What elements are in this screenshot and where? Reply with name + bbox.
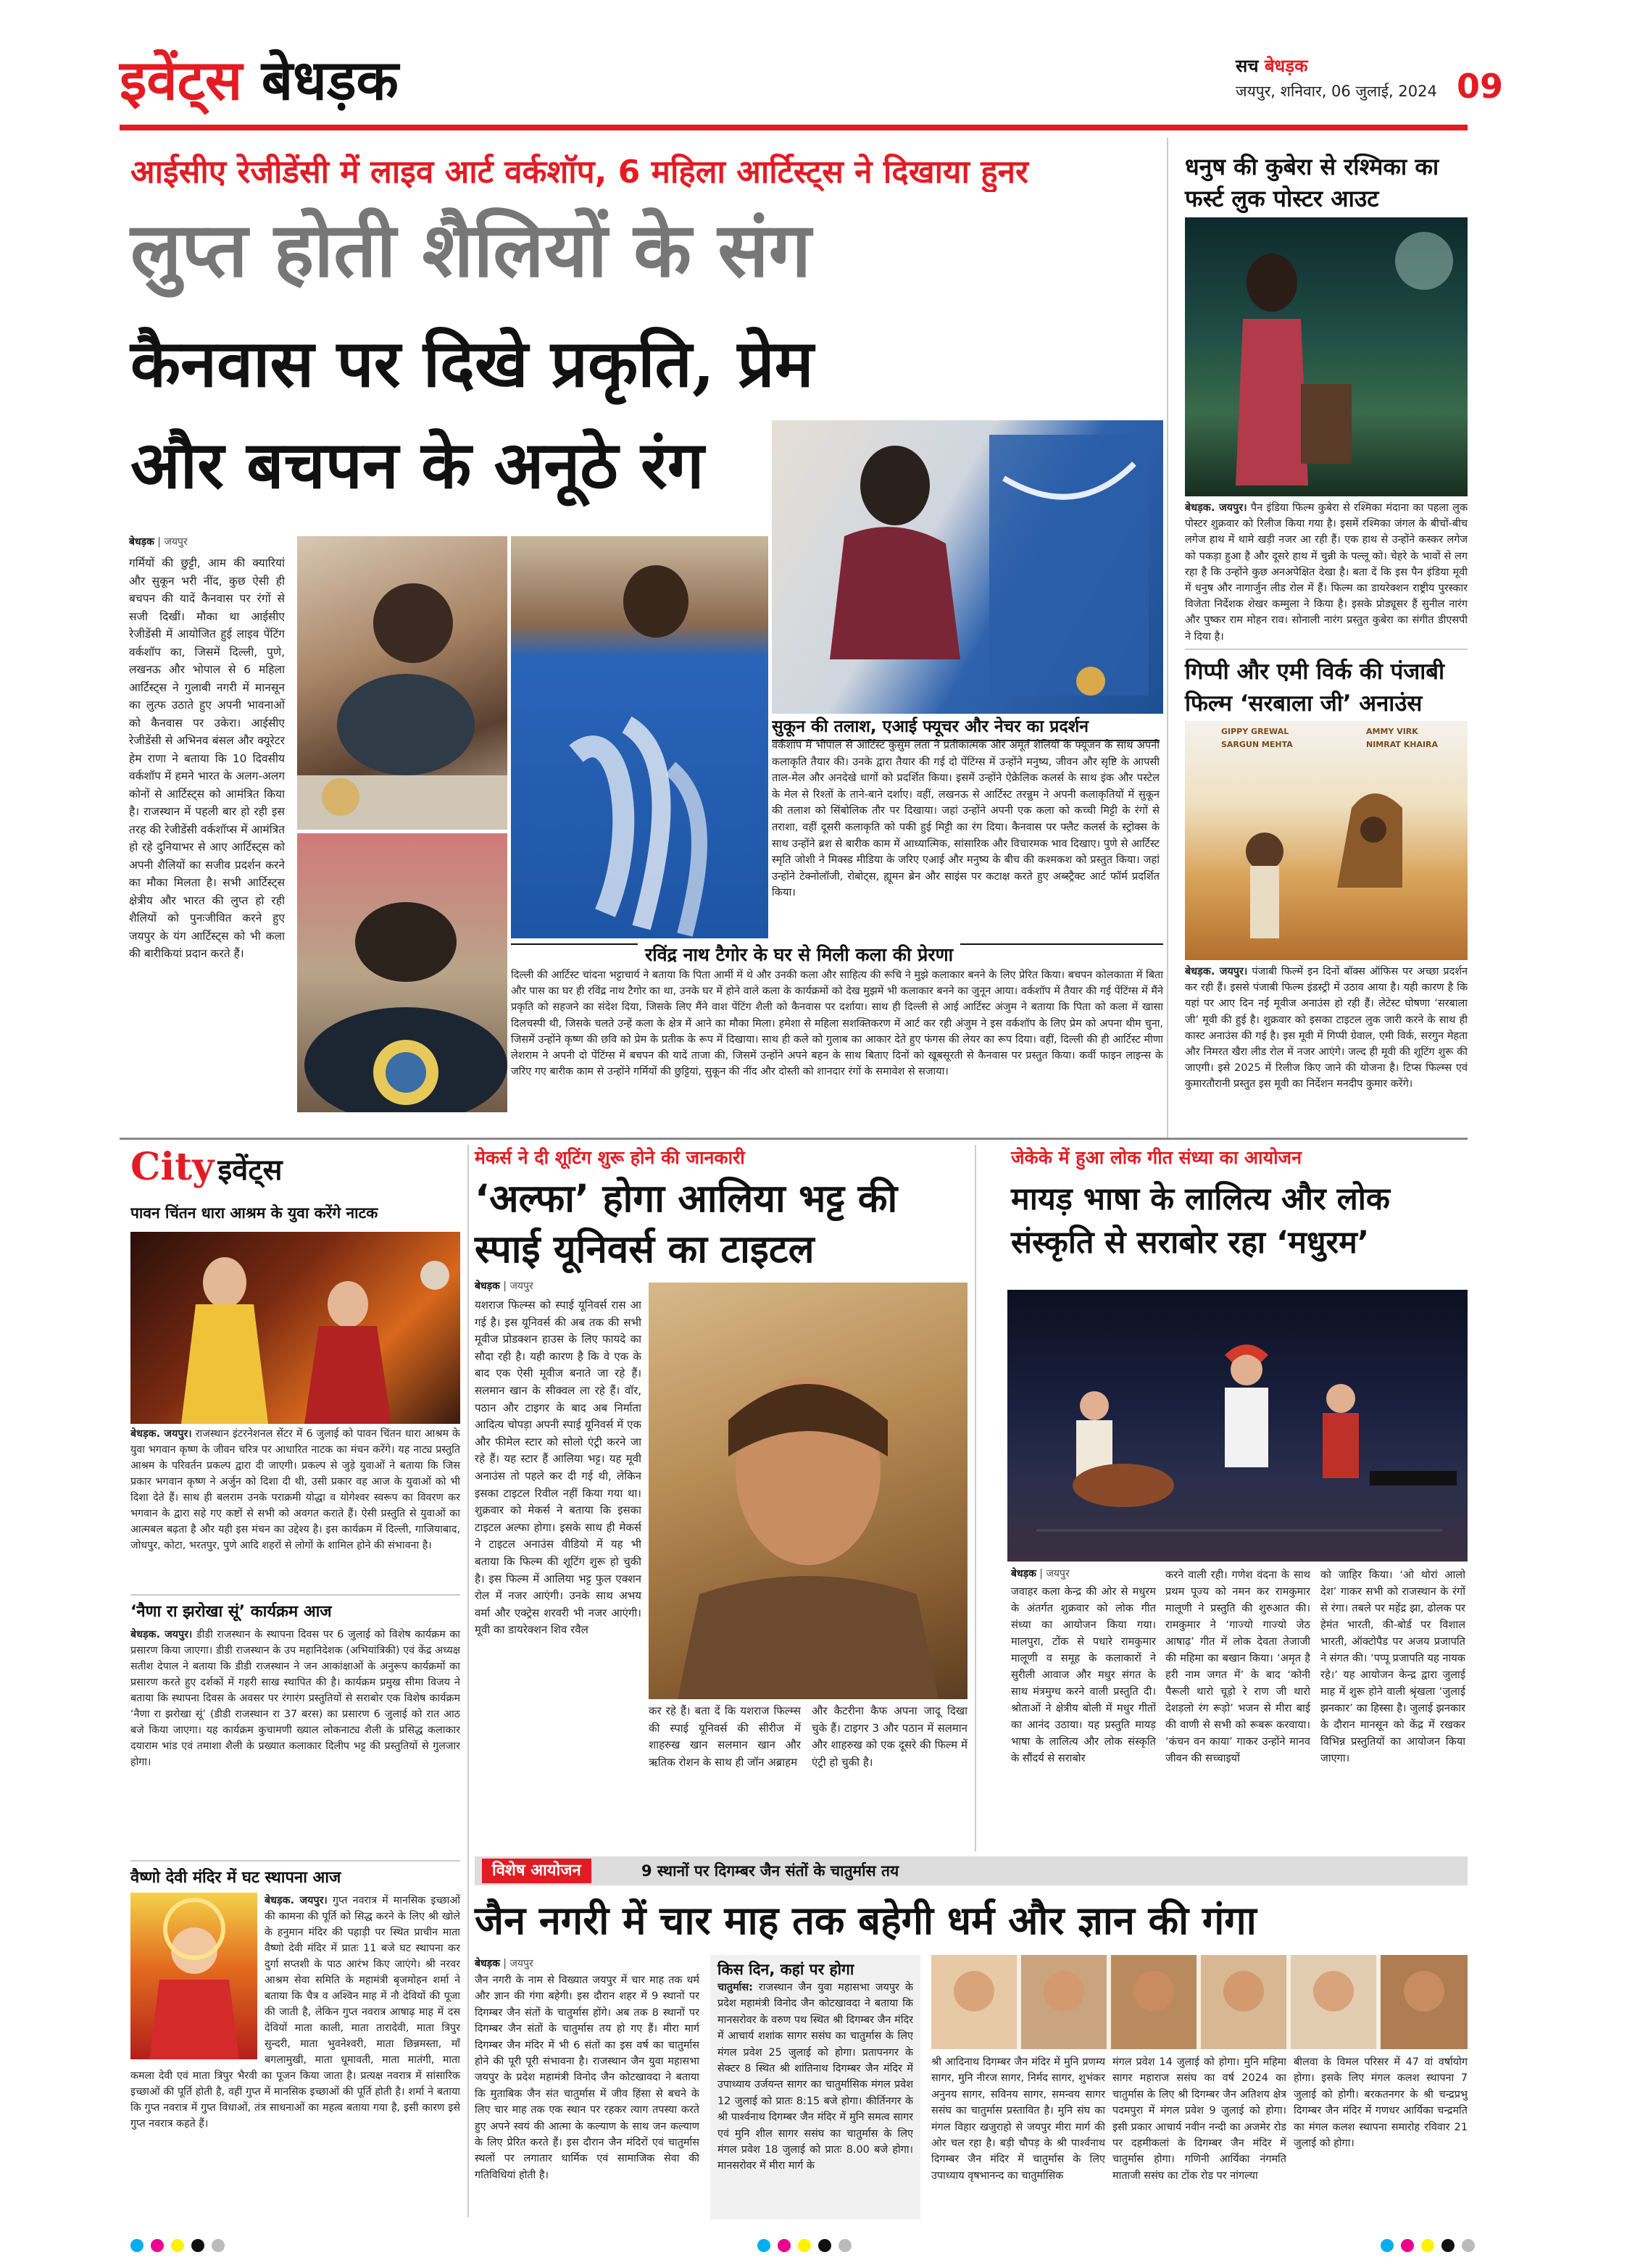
- madhuram-col-2: करने वाली रही। गणेश वंदना के साथ प्रथम पूज्य को नमन कर रामकुमार मालूणी ने प्रस्तुति की शुरुआत की। रामकुमार ने ‘गाज्यो गाज्यो जेठ आषाढ़’ गीत में लोक देवता तेजाजी की महिमा का बखान किया। ‘अमृत है हरी नाम जगत में’ के बाद ‘कोनी पैरूली थारो चूड़ो रे राण जी थारो देशड़लो रंग रूड़ो’ भजन से मीरा बाई की वाणी से सभी को रूबरू करवाया। ‘कंचन वन काया’ गाकर उन्होंने मानव जीवन की सच्चाइयों: [1165, 1569, 1310, 1764]
- jain-box-title: किस दिन, कहां पर होगा: [717, 1961, 854, 1978]
- masthead-bedhadak: बेधड़क: [261, 48, 399, 112]
- blue-painting-photo: [511, 536, 768, 938]
- lead-sub-title: रविंद्र नाथ टैगोर के घर से मिली कला की प्रेरणा: [638, 942, 960, 967]
- jain-col-5: बीलवा के विमल परिसर में 47 वां वर्षायोग होगा। इसके लिए मंगल कलश स्थापना 7 जुलाई को होगी। बरकतनगर के श्री चन्द्रप्रभु दिगम्बर जैन मंदिर में गणधर आर्यिका चन्द्रमति का मंगल कलश स्थापना समारोह रविवार 21 जुलाई को होगा।: [1294, 2056, 1468, 2150]
- jain-col-1: जैन नगरी के नाम से विख्यात जयपुर में चार माह तक धर्म और ज्ञान की गंगा बहेगी। इस दौरान शहर में 9 स्थानों पर दिगम्बर जैन संतों के चातुर्मास होंगे। अब तक 8 स्थानों पर दिगम्बर जैन संतों के चातुर्मास तय हो गए हैं। मीरा मार्ग दिगम्बर जैन मंदिर में भी 6 संतों का इस वर्ष का चातुर्मास होने की पूरी पूरी संभावना है। राजस्थान जैन युवा महासभा जयपुर के प्रदेश महामंत्री विनोद जैन कोटखावदा ने बताया कि मुताबिक जैन संत चातुर्मास में जीव हिंसा से बचने के लिए चार माह तक एक स्थान पर रहकर त्याग तपस्या करते हुए अपने स्वयं की आत्मा के कल्याण के साथ जन कल्याण के लिए प्रेरित करते हैं। इस दौरान जैन मंदिरों एवं चातुर्मास स्थलों पर लगातार धार्मिक एवं सामाजिक सेवा की गतिविधियां होती है।: [475, 1975, 699, 2181]
- madhuram-col-3: को जाहिर किया। ‘ओ थोरां आलो देश’ गाकर सभी को राजस्थान के रंगों से रंगा। तबले पर महेंद्र झा, ढोलक पर हेमंत भारती, की-बोर्ड पर विशाल भारती, ऑक्टोपैड पर अजय प्रजापति ने संगत की। ‘पप्पू प्रजापति यह नायक रहे।’ यह आयोजन केन्द्र द्वारा जुलाई माह में शुरू होने वाली श्रृंखला ‘जुलाई झनकार’ का हिस्सा है। जुलाई झनकार के दौरान मानसून को केंद्र में रखकर विभिन्न प्रस्तुतियों का आयोजन किया जाएगा।: [1320, 1569, 1465, 1764]
- alia-bhatt-photo: [649, 1283, 968, 1699]
- city-s3-title: वैष्णो देवी मंदिर में घट स्थापना आज: [130, 1869, 341, 1887]
- poster-name-2: AMMY VIRK: [1366, 727, 1418, 736]
- jain-box: [710, 1955, 920, 2219]
- lead-body: गर्मियों की छुट्टी, आम की क्यारियां और सुकून भरी नींद, कुछ ऐसी ही बचपन की यादें कैनवास पर रंगों से सजी दिखीं। मौका था आईसीए रेजीडेंसी में आयोजित हुई लाइव पेंटिंग वर्कशॉप का, जिसमें दिल्ली, पुणे, लखनऊ और भोपाल से 6 महिला आर्टिस्ट्स ने गुलाबी नगरी में मानसून का लुत्फ उठाते हुए अपनी भावनाओं को कैनवास पर उकेरा। आईसीए रेजीडेंसी से अभिनव बंसल और क्यूरेटर हेम राणा ने बताया कि 10 दिवसीय वर्कशॉप में हमने भारत के अलग-अलग कोनों से आर्टिस्ट्स को आमंत्रित किया है। राजस्थान में पहली बार हो रही इस तरह की रेजीडेंसी वर्कशॉप्स में आमंत्रित हो रहे दुनियाभर से आए आर्टिस्ट्स को अपनी शैलियों का सजीव प्रदर्शन करने का मौका मिलता है। सभी आर्टिस्ट्स क्षेत्रीय और भारत की लुप्त हो रही शैलियों को पुनःजीवित करने हुए जयपुर के यंग आर्टिस्ट्स को भी कला की बारीकियां प्रदान करते हैं।: [129, 556, 285, 960]
- registration-marks-center: [757, 2239, 859, 2255]
- registration-marks-left: [130, 2239, 232, 2255]
- city-s2-brand: बेधड़क. जयपुर।: [130, 1629, 193, 1640]
- city-logo-events: इवेंट्स: [217, 1154, 283, 1187]
- city-s1-brand: बेधड़क. जयपुर।: [130, 1428, 192, 1440]
- lead-headline-1: लुप्त होती शैलियों के संग: [130, 205, 812, 294]
- city-s1-body: [130, 1426, 460, 1589]
- city-s2-title: ‘नैणा रा झरोखा सूं’ कार्यक्रम आज: [130, 1603, 332, 1621]
- jain-col-3: श्री आदिनाथ दिगम्बर जैन मंदिर में मुनि प्रणम्य सागर, मुनि नीरज सागर, निर्मद सागर, शुभंकर अनुनय सागर, सविनय सागर, समन्वय सागर ससंघ का चातुर्मास प्रस्तावित है। मुनि संघ का मंगल विहार खजुराहो से जयपुर मीरा मार्ग की ओर चल रहा है। बड़ी चौपड़ के श्री पार्श्वनाथ दिगम्बर जैन मंदिर में चातुर्मास के लिए उपाध्याय वृषभानन्द का चातुर्मासिक: [931, 2056, 1105, 2182]
- city-s1-title: पावन चिंतन धारा आश्रम के युवा करेंगे नाटक: [130, 1204, 378, 1222]
- alpha-col-2: कर रहे हैं। बता दें कि यशराज फिल्म्स की स्पाई यूनिवर्स की सीरीज में शाहरुख खान सलमान खान और ऋतिक रोशन के साथ ही जॉन अब्राहम: [649, 1704, 801, 1769]
- jain-byline: बेधड़क | जयपुर: [475, 1958, 533, 1969]
- poster-name-3: SARGUN MEHTA: [1221, 740, 1293, 749]
- jain-box-label: चातुर्मास:: [717, 1982, 753, 1993]
- alpha-col-3: और कैटरीना कैफ अपना जादू दिखा चुके हैं। टाइगर 3 और पठान में सलमान और शाहरुख को एक दूसरे की फिल्म में एंट्री हो चुकी है।: [812, 1704, 968, 1769]
- krishna-play-photo: [130, 1232, 460, 1424]
- right-mid-rule: [1185, 649, 1468, 650]
- alpha-byline: बेधड़क | जयपुर: [475, 1280, 533, 1292]
- jain-monks-photos: [931, 1955, 1468, 2049]
- madhuram-byline: बेधड़क | जयपुर: [1011, 1568, 1070, 1580]
- artist-with-canvas-photo: [772, 420, 1163, 714]
- right-top-brand: बेधड़क. जयपुर।: [1185, 502, 1247, 514]
- right-mid-brand: बेधड़क. जयपुर।: [1185, 966, 1248, 977]
- section-divider: [120, 1138, 1468, 1140]
- city-rule-1: [130, 1594, 460, 1596]
- masthead-rule: [120, 125, 1468, 130]
- city-s3-text: गुप्त नवरात्र में मानसिक इच्छाओं की कामना की पूर्ति को सिद्ध करने के लिए श्री खोले के हनुमान मंदिर की पहाड़ी पर स्थित प्राचीन माता वैष्णो देवी मंदिर में प्रातः 11 बजे घट स्थापना कर दुर्गा सप्तशी के पाठ आरंभ किए जाएंगे। श्री नरवर आश्रम सेवा समिति के महामंत्री बृजमोहन शर्मा ने बताया कि चैत्र व अश्विन माह में नौ देवियों की पूजा की जाती है, लेकिन गुप्त नवरात्र आषाढ़ माह में दस देवियों माता काली, माता तारादेवी, माता त्रिपुर सुन्दरी, माता भुवनेश्वरी, माता छिन्नमस्ता, माँ बगलामुखी, माता धूमावती, माता मातंगी, माता कमला देवी एवं माता त्रिपुर भैरवी का पूजन किया जाता है। प्रत्यक्ष नवरात्र में सांसारिक इच्छाओं की पूर्ति होती है, वहीं गुप्त में मानसिक इच्छाओं की पूर्ति होती है। शर्मा ने बताया कि गुप्त नवरात्र में गुप्त विधाओं, तंत्र साधनाओं का महत्व बताया गया है, इसी कारण इसे गुप्त नवरात्र कहते हैं।: [130, 1895, 460, 2130]
- right-top-body: [1185, 500, 1468, 645]
- masthead-events: इवेंट्स: [120, 48, 243, 112]
- city-logo-city: City: [130, 1145, 215, 1189]
- artist-photo-1: [297, 536, 507, 830]
- city-s3-body: [130, 1893, 460, 2211]
- alpha-headline: ‘अल्फा’ होगा आलिया भट्ट की स्पाई यूनिवर्स का टाइटल: [475, 1177, 898, 1272]
- right-mid-body: [1185, 964, 1468, 1141]
- city-events-logo: [130, 1145, 283, 1189]
- right-mid-text: पंजाबी फिल्में इन दिनों बॉक्स ऑफिस पर अच्छा प्रदर्शन कर रही हैं। इससे पंजाबी फिल्म इंडस्ट्री में उठाव आया है। यही कारण है कि यहां पर आए दिन नई मूवीज अनाउंस हो रही हैं। लेटेस्ट घोषणा ‘सरबाला जी’ मूवी की हुई है। शुक्रवार को इसका टाइटल लुक जारी करने के साथ ही कास्ट अनाउंस की गई है। इस मूवी में गिप्पी ग्रेवाल, एमी विर्क, सरगुन मेहता और निमरत खैरा लीड रोल में नजर आएंगे। जल्द ही मूवी की शूटिंग शुरू की जाएगी। इसे 2025 में रिलीज किए जाने की योजना है। टिप्स फिल्म्स एवं कुमारतौरानी प्रस्तुत इस मूवी का निर्देशन मनदीप कुमार करेंगे।: [1185, 966, 1468, 1091]
- poster-name-1: GIPPY GREWAL: [1221, 727, 1289, 736]
- lead-kicker: आईसीए रेजीडेंसी में लाइव आर्ट वर्कशॉप, 6 महिला आर्टिस्ट्स ने दिखाया हुनर: [130, 154, 1029, 191]
- masthead: [120, 45, 1504, 125]
- sarbala-ji-poster: [1185, 721, 1468, 960]
- city-s2-body: [130, 1627, 460, 1855]
- lead-side-body: वर्कशॉप में भोपाल से आर्टिस्ट कुसुम लता ने प्रतीकात्मक और अमूर्त शैलियों के फ्यूजन के साथ अपनी कलाकृति तैयार की। उनके द्वारा तैयार की गई दो पेंटिंग्स में उन्होंने मनुष्य, जीवन और सृष्टि के आपसी ताल-मेल और अनदेखे धागों को प्रदर्शित किया। इसमें उन्होंने ऐक्रेलिक कलर्स के साथ इंक और पस्टेल के मेल से रिश्तों के ताने-बाने दर्शाए। वहीं, लखनऊ से आर्टिस्ट तरन्नुम ने अपनी कलाकृतियों में सुकून की तलाश को सिंबोलिक तौर पर दिखाया। जहां उन्होंने अपनी एक कला को कच्ची मिट्टी के रंगों से तराशा, वहीं दूसरी कलाकृति को पकी हुई मिट्टी का रंग दिया। कैनवास पर फ्लैट कलर्स के स्ट्रोक्स के साथ उन्होंने ब्रश से बारीक काम में आध्यात्मिक, सांसारिक और विचारमक भाव दिखाए। पुणे से आर्टिस्ट स्मृति जोशी ने मिक्स्ड मीडिया के जरिए एआई और मनुष्य के बीच की कश्मकश को प्रस्तुत किया। जहां उन्होंने टेक्नोलॉजी, रोबोट्स, ह्यूमन ब्रेन और साइंस पर कटाक्ष करते हुए अब्स्ट्रैक्ट आर्ट फॉर्म प्रदर्शित किया।: [772, 739, 1160, 899]
- jain-subtag: 9 स्थानों पर दिगम्बर जैन संतों के चातुर्मास तय: [641, 1862, 899, 1880]
- alpha-col-1: यशराज फिल्म्स को स्पाई यूनिवर्स रास आ गई है। इस यूनिवर्स की अब तक की सभी मूवीज प्रोडक्शन हाउस के लिए फायदे का सौदा रही है। यही कारण है कि वे एक के बाद एक ऐसी मूवीज बनाते जा रहे हैं। सलमान खान के सीक्वल ला रहे हैं। वॉर, पठान और टाइगर के बाद अब निर्माता आदित्य चोपड़ा अपनी स्पाई यूनिवर्स में एक और फीमेल स्टार को सोलो एंट्री करने जा रहे हैं। यह स्टार हैं आलिया भट्ट। यह मूवी अनाउंस तो पहले कर दी गई थी, लेकिन इसका टाइटल रिवील नहीं किया गया था। शुक्रवार को मेकर्स ने बताया कि इसका टाइटल अल्फा होगा। इसके साथ ही मेकर्स ने टाइटल अनाउंस वीडियो में यह भी बताया कि फिल्म की शूटिंग शुरू हो चुकी है। इस फिल्म में आलिया भट्ट फुल एक्शन रोल में नजर आएंगी। उनके साथ अभय वर्मा और एक्ट्रेस शरवरी भी नजर आएंगी। मूवी का डायरेक्शन शिव रवैल: [475, 1298, 641, 1637]
- lead-byline: बेधड़क | जयपुर: [129, 536, 188, 548]
- folk-music-photo: [1007, 1290, 1468, 1562]
- lead-headline-3: और बचपन के अनूठे रंग: [130, 427, 704, 504]
- jain-headline: जैन नगरी में चार माह तक बहेगी धर्म और ज्ञान की गंगा: [475, 1898, 1257, 1943]
- city-s3-brand: बेधड़क. जयपुर।: [265, 1895, 328, 1906]
- city-rule-2: [130, 1860, 460, 1861]
- poster-name-4: NIMRAT KHAIRA: [1366, 740, 1439, 749]
- registration-marks-right: [1381, 2239, 1482, 2255]
- lead-side-title: सुकून की तलाश, एआई फ्यूचर और नेचर का प्रदर्शन: [772, 714, 1160, 741]
- madhuram-headline: मायड़ भाषा के लालित्य और लोक संस्कृति से सराबोर रहा ‘मधुरम’: [1011, 1181, 1390, 1261]
- sach-brand: बेधड़क: [1264, 56, 1308, 76]
- rashmika-poster-photo: [1185, 217, 1468, 496]
- jain-box-text: राजस्थान जैन युवा महासभा जयपुर के प्रदेश महामंत्री विनोद जैन कोटखावदा ने बताया कि मानसरोवर के वरुण पथ स्थित श्री दिगम्बर जैन मंदिर में आचार्य शशांक सागर ससंघ का चातुर्मास के लिए मंगल प्रवेश 25 जुलाई को होगा। प्रतापनगर के सेक्टर 8 स्थित श्री शांतिनाथ दिगम्बर जैन मंदिर में उपाध्याय उर्जयन्त सागर का चातुर्मासिक मंगल प्रवेश 12 जुलाई को प्रातः 8:15 बजे होगा। कीर्तिनगर के श्री पार्श्वनाथ दिगम्बर जैन मंदिर में मुनि समत्व सागर एवं मुनि शील सागर ससंघ का चातुर्मास के लिए मंगल प्रवेश 18 जुलाई को प्रातः 8.00 बजे होगा। मानसरोवर में मीरा मार्ग के: [717, 1982, 913, 2172]
- jain-col-4: मंगल प्रवेश 14 जुलाई को होगा। मुनि महिमा सागर महाराज ससंघ का वर्ष 2024 का चातुर्मास के लिए श्री दिगम्बर जैन अतिशय क्षेत्र पदमपुरा में मंगल प्रवेश 9 जुलाई को होगा। इसी प्रकार आचार्य नवीन नन्दी का अजमेर रोड पर दहमीकलां के दिगम्बर जैन मंदिर में चातुर्मास होगा। गणिनी आर्यिका नंगमति माताजी ससंघ का टोंक रोड पर नांगल्या: [1112, 2056, 1286, 2182]
- jain-box-body: [717, 1980, 913, 2197]
- madhuram-col-1: जवाहर कला केन्द्र की ओर से मधुरम के अंतर्गत शुक्रवार को लोक गीत संध्या का आयोजन किया गया। मालपुरा, टोंक से पधारे रामकुमार मालूणी व समूह के कलाकारों ने सुरीली आवाज और मधुर संगत के साथ मंत्रमुग्ध करने वाली प्रस्तुति दी। श्रोताओं ने क्षेत्रीय बोली में मधुर गीतों का आनंद उठाया। यह प्रस्तुति मायड़ भाषा के लालित्य और लोक संस्कृति के सौंदर्य से सराबोर: [1011, 1585, 1156, 1764]
- alpha-kicker: मेकर्स ने दी शूटिंग शुरू होने की जानकारी: [475, 1147, 745, 1168]
- madhuram-kicker: जेकेके में हुआ लोक गीत संध्या का आयोजन: [1011, 1147, 1302, 1168]
- right-column-rule: [1167, 138, 1168, 1138]
- alpha-column-rule: [975, 1145, 976, 1851]
- lead-headline-2: कैनवास पर दिखे प्रकृति, प्रेम: [130, 325, 814, 402]
- page-number: 09: [1457, 67, 1504, 106]
- sach-label: सच: [1236, 56, 1259, 76]
- lead-sub-body: दिल्ली की आर्टिस्ट चांदना भट्टाचार्य ने बताया कि पिता आर्मी में थे और उनकी कला और साहित्य की रूचि ने मुझे कलाकार बनने के लिए प्रेरित किया। बचपन कोलकाता में बिता और पास का घर ही रविंद्र नाथ टैगोर का था, उनके घर में होने वाले कला के कार्यक्रमों को देख मुझमें भी कलाकार बनने का जुनून आया। वर्कशॉप में तैयार की गई पेंटिंग्स में मैंने प्रकृति को सहजने का संदेश दिया, जिसके लिए मैंने वाश पेंटिंग शैली को कैनवास पर दर्शाया। साथ ही दिल्ली से आई आर्टिस्ट अंजुम ने बताया कि पिता को कला में खासा दिलचस्पी थी, जिसके चलते उन्हें कला के क्षेत्र में आने का मौका मिला। हमेशा से महिला सशक्तिकरण में आर्ट कर रही अंजुम ने इस वर्कशॉप के लिए प्रेम को अपना थीम चुना, जिसमें उन्होंने कृष्ण की छवि को प्रेम के प्रतीक के रूप में दिखाया। साथ ही कले को गुलाब का आकार देते हुए फंगस की लेयर का रूप दिया। वहीं, दिल्ली की ही आर्टिस्ट मीणा लेशराम ने अपनी दो पेंटिंग्स में बचपन की यादें ताजा की, जिसमें उन्होंने अपने बहन के साथ बिताए दिनों को खूबसूरती से कैनवास पर प्रस्तुत किया। कर्वी फाइन लाइन्स के जरिए गए बारीक काम से उन्होंने गर्मियों की छुट्टियां, सुकून की नींद और दोस्ती को शानदार रंगों के समावेश से सजाया।: [511, 970, 1163, 1078]
- artist-photo-2: [297, 833, 507, 1112]
- city-s2-text: डीडी राजस्थान के स्थापना दिवस पर 6 जुलाई को विशेष कार्यक्रम का प्रसारण किया जाएगा। डीडी राजस्थान के उप महानिदेशक (अभियांत्रिकी) एवं केंद्र अध्यक्ष सतीश देपाल ने बताया कि डीडी राजस्थान ने जन आकांक्षाओं के अनुरूप कार्यक्रमों का प्रसारण करते हुए दर्शकों में गहरी साख स्थापित की है। कार्यक्रम प्रमुख सीमा विजय ने बताया कि स्थापना दिवस के अवसर पर रंगारंग प्रस्तुतियों से सराबोर एक विशेष कार्यक्रम ‘नैणा रा झरोखा सूं’ (डीडी राजस्थान रा 37 बरस) का प्रसारण 6 जुलाई को रात आठ बजे किया जाएगा। यह कार्यक्रम कुचामणी ख्याल लोकनाट्य शैली के प्रसिद्ध कलाकार दयाराम भांड एवं तमाशा शैली के प्रख्यात कलाकार दिलीप भट्ट की प्रस्तुतियों से गुलजार होगा।: [130, 1629, 460, 1768]
- right-top-text: पैन इंडिया फिल्म कुबेरा से रश्मिका मंदाना का पहला लुक पोस्टर शुक्रवार को रिलीज किया गया है। इसमें रश्मिका जंगल के बीचों-बीच लगेज हाथ में थामे खड़ी नजर आ रही हैं। एक हाथ से उन्होंने कस्कर लगेज को पकड़ा हुआ है और दूसरे हाथ में चुन्नी के पल्लू को। चेहरे के भावों से लग रहा है कि उन्होंने कुछ अनअपेक्षित देखा है। बता दें कि इस पैन इंडिया मूवी में धनुष और नागार्जुन लीड रोल में हैं। फिल्म का डायरेक्शन राष्ट्रीय पुरस्कार विजेता निर्देशक शेखर कम्मुला ने किया है। इसके प्रोड्यूसर हैं सुनील नारंग और पुष्कर राम मोहन राव। सोनाली नारंग प्रस्तुत कुबेरा का संगीत डीएसपी ने दिया है।: [1185, 502, 1468, 643]
- dateline: जयपुर, शनिवार, 06 जुलाई, 2024: [1236, 83, 1437, 100]
- city-s1-text: राजस्थान इंटरनेशनल सेंटर में 6 जुलाई को पावन चिंतन धारा आश्रम के युवा भगवान कृष्ण के जीवन चरित्र पर आधारित नाटक का मंचन करेंगे। यह नाट्य प्रस्तुति आश्रम के परिवर्तन प्रकल्प द्वारा दी जाएगी। प्रकल्प से जुड़े युवाओं ने बताया कि जिस प्रकार भगवान कृष्ण ने अर्जुन को दिशा दी थी, उसी प्रकार वह आज के युवाओं को भी दिशा देते हैं। साथ ही बलराम उनके पराक्रमी योद्धा व योगेश्वर स्वरूप का विवरण कर भगवान के द्वारा सहे गए कष्टों से सभी को अवगत कराते हैं। ऐसी प्रस्तुति से युवाओं का आत्मबल बढ़ता है और यही इस मंचन का उद्देश्य है। इस कार्यक्रम में दिल्ली, गाजियाबाद, जोधपुर, कोटा, भरतपुर, पुणे आदि शहरों से लोगों के शामिल होने की संभावना है।: [130, 1428, 460, 1551]
- city-column-rule: [467, 1145, 469, 2217]
- right-top-title: धनुष की कुबेरा से रश्मिका का फर्स्ट लुक पोस्टर आउट: [1185, 153, 1439, 212]
- jain-tag: विशेष आयोजन: [482, 1859, 591, 1883]
- right-mid-title: गिप्पी और एमी विर्क की पंजाबी फिल्म ‘सरबाला जी’ अनाउंस: [1185, 659, 1445, 717]
- jain-tag-bar: [475, 1856, 1468, 1885]
